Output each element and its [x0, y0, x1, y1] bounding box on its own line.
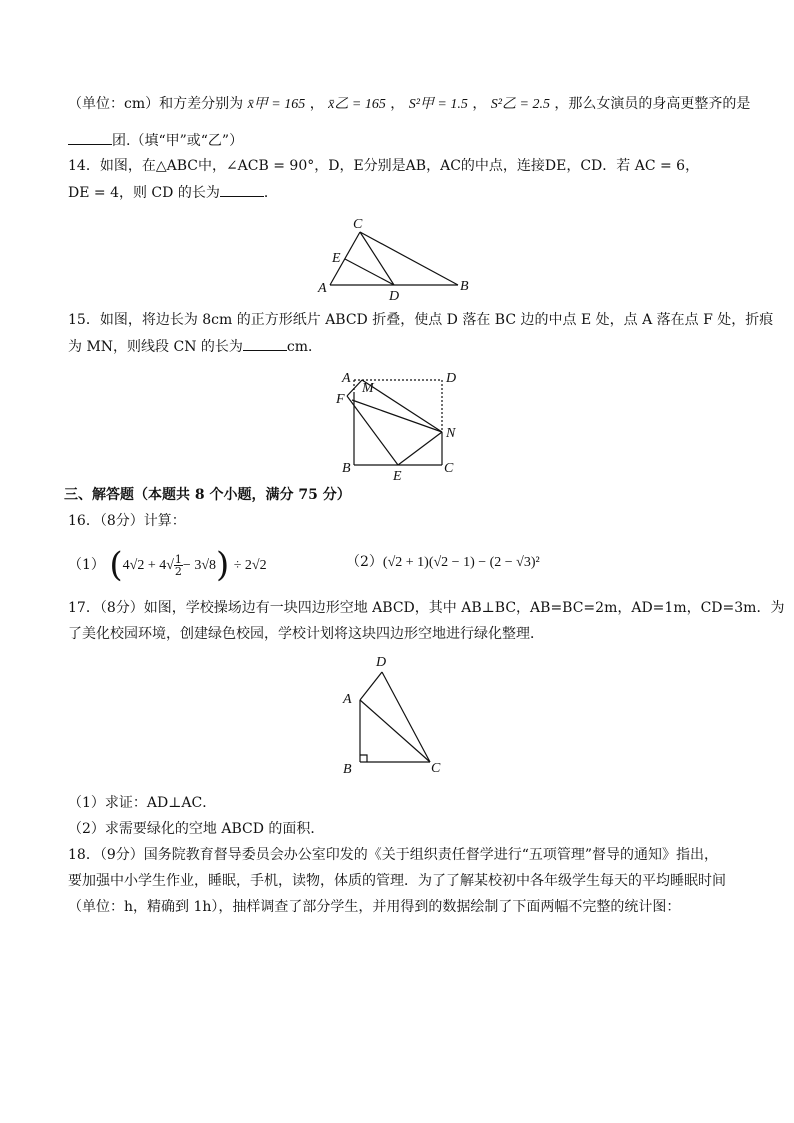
q13-text-c: 团.（填“甲”或“乙”） — [112, 133, 244, 149]
q14-label-c: C — [353, 217, 363, 232]
q18-line1: 18．（9分）国务院教育督导委员会办公室印发的《关于组织责任督学进行“五项管理”督导的通知》指出， — [68, 847, 719, 863]
segment-ac — [360, 700, 430, 762]
q16-p2-expr: (√2 + 1)(√2 − 1) − (2 − √3)² — [382, 555, 540, 570]
q17-sub2: （2）求需要绿化的空地 ABCD 的面积． — [68, 821, 325, 837]
q16-p1-expr-a: 4√2 + 4 — [122, 558, 167, 573]
right-angle-mark — [360, 755, 367, 762]
q17-line2: 了美化校园环境，创建绿色校园，学校计划将这块四边形空地进行绿化整理． — [68, 626, 544, 642]
q14-label-d: D — [389, 289, 400, 304]
q14-text: DE = 4，则 CD 的长为 — [68, 185, 220, 201]
segment-en — [398, 432, 442, 465]
q16-p1-expr-b: − 3√8 — [182, 558, 217, 573]
segment-de — [345, 259, 394, 285]
q14-triangle — [330, 232, 458, 285]
q15-line1: 15．如图，将边长为 8cm 的正方形纸片 ABCD 折叠，使点 D 落在 BC 边的中点 E 处，点 A 落在点 F 处，折痕 — [68, 312, 774, 328]
segment-fn-top — [352, 400, 442, 432]
q17-label-b: B — [343, 762, 352, 777]
q13-mean-jia: x̄甲 = 165 — [247, 97, 306, 112]
q15-label-b: B — [342, 461, 351, 476]
q15-text: 为 MN，则线段 CN 的长为 — [68, 339, 243, 355]
q13-mean-yi: x̄乙 = 165 — [328, 97, 386, 112]
q13-var-yi: S²乙 = 2.5 — [490, 97, 550, 112]
segment-ad — [360, 672, 382, 700]
segment-cb — [360, 232, 458, 285]
segment-dc — [382, 672, 430, 762]
q14-label-e: E — [332, 251, 341, 266]
q18-line3: （单位：h，精确到 1h），抽样调查了部分学生，并用得到的数据绘制了下面两幅不完整的统计图： — [68, 899, 681, 915]
segment-cd — [360, 232, 394, 285]
q15-label-e: E — [393, 469, 402, 484]
q16-p2 — [346, 552, 540, 573]
q18-line2: 要加强中小学生作业，睡眠，手机，读物，体质的管理．为了了解某校初中各年级学生每天的平均睡眠时间 — [68, 873, 726, 889]
q15-label-d: D — [446, 371, 457, 386]
q15-answer-blank[interactable] — [243, 336, 287, 351]
q16-p2-label: （2） — [346, 554, 383, 570]
q13-line1: （单位：cm）和方差分别为 x̄甲 = 165 ， x̄乙 = 165 ， S²甲 = 1.5 ， S²乙 = 2.5 ，那么女演员的身高更整齐的是 — [68, 96, 751, 112]
q14-line1: 14．如图，在△ABC中，∠ACB = 90°，D，E分别是AB，AC的中点，连接DE，CD．若 AC = 6， — [68, 158, 700, 174]
q17-label-c: C — [431, 761, 441, 776]
q15-label-f: F — [336, 392, 345, 407]
q13-text-a: （单位：cm）和方差分别为 — [68, 96, 244, 112]
q16-title: 16．（8分）计算： — [68, 513, 186, 529]
q15-label-a: A — [342, 371, 351, 386]
q16-p1-fraction: $\frac{1}{2}$ — [174, 552, 182, 578]
q13-var-jia: S²甲 = 1.5 — [408, 97, 468, 112]
q15-label-m: M — [362, 381, 374, 396]
q13-text-b: ，那么女演员的身高更整齐的是 — [554, 96, 751, 112]
q14-label-a: A — [318, 281, 327, 296]
q16-p1-label: （1） — [68, 557, 105, 573]
q14-label-b: B — [460, 279, 469, 294]
q15-label-c: C — [444, 461, 454, 476]
segment-mn — [362, 380, 442, 432]
q17-label-a: A — [343, 692, 352, 707]
q14-line2: DE = 4，则 CD 的长为 ． — [68, 182, 278, 203]
q17-sub1: （1）求证：AD⊥AC． — [68, 795, 217, 811]
q17-figure — [360, 672, 430, 762]
q15-line2: 为 MN，则线段 CN 的长为 cm． — [68, 336, 322, 357]
section-3-heading: 三、解答题（本题共 8 个小题，满分 75 分） — [64, 487, 351, 503]
q16-p1-expr-c: ÷ 2√2 — [233, 558, 267, 573]
q15-label-n: N — [446, 426, 456, 441]
q16-problems: （1） (4√2 + 4√ $\frac{1}{2}$ − 3√8) ÷ 2√2 — [68, 545, 267, 585]
q17-label-d: D — [376, 655, 387, 670]
q17-line1: 17．（8分）如图，学校操场边有一块四边形空地 ABCD，其中 AB⊥BC，AB=BC=2m，AD=1m，CD=3m．为 — [68, 600, 785, 616]
segment-fe — [347, 396, 398, 465]
